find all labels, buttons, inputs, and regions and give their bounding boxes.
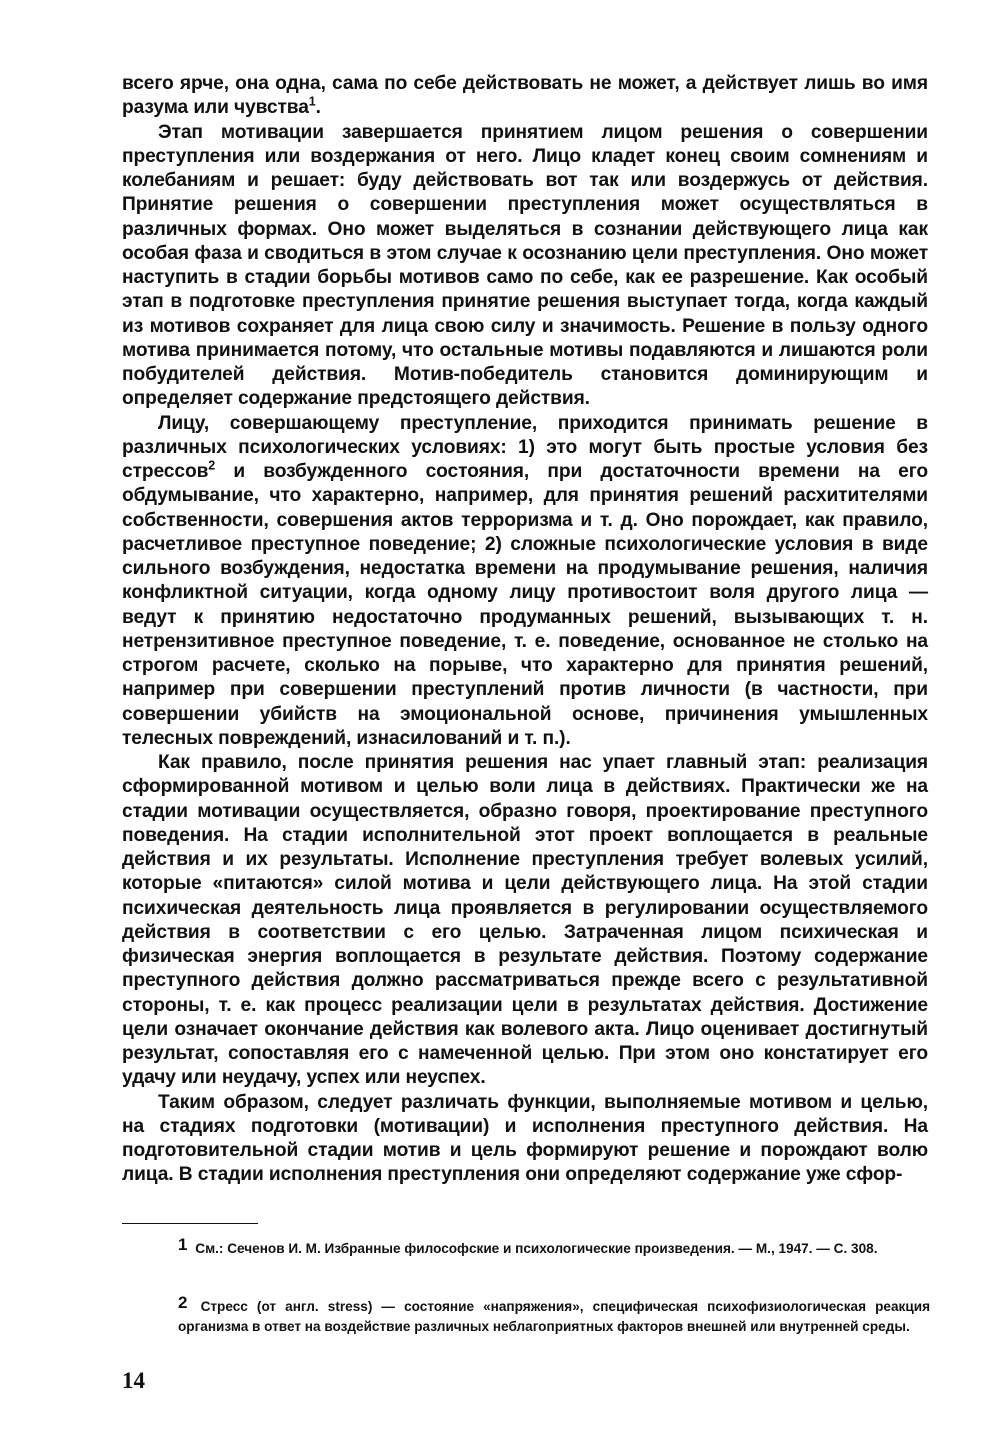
paragraph-motivation-stage: Этап мотивации завершается принятием лицом решения о совершении преступления или воздержания от него. Лицо кладет конец своим сомнениям и колебаниям и решает: буду действовать вот так или воздержусь от действия. Принятие решения о совершении преступления может осуществляться в различных формах. Оно может выделяться в сознании действующего лица как особая фаза и сводиться в этом случае к осознанию цели преступления. Оно может наступить в стадии борьбы мотивов само по себе, как ее разрешение. Как особый этап в подготовке преступления принятие решения выступает тогда, когда каждый из мотивов сохраняет для лица свою силу и значимость. Решение в пользу одного мотива принимается потому, что остальные мотивы подавляются и лишаются роли побудителей действия. Мотив-победитель становится доминирующим и определяет содержание предстоящего действия. [122, 121, 928, 410]
paragraph-text: Лицу, совершающему преступление, приходится принимать решение в различных психологических условиях: 1) это могут быть простые условия без стрессов [122, 412, 928, 482]
paragraph-text: всего ярче, она одна, сама по себе действовать не может, а действует лишь во имя разума или чувства [122, 73, 928, 119]
paragraph-conclusion: Таким образом, следует различать функции, выполняемые мотивом и целью, на стадиях подготовки (мотивации) и исполнения преступного действия. На подготовительной стадии мотив и цель формируют решение и порождают волю лица. В стадии исполнения преступления они определяют содержание уже сфор- [122, 1091, 928, 1186]
paragraph-execution-stage: Как правило, после принятия решения нас упает главный этап: реализация сформированной мотивом и целью воли лица в действиях. Практически же на стадии мотивации осуществляется, образно говоря, проектирование преступного поведения. На стадии исполнительной этот проект воплощается в реальные действия и их результаты. Исполнение преступления требует волевых усилий, которые «питаются» силой мотива и цели действующего лица. На этой стадии психическая деятельность лица проявляется в регулировании осуществляемого действия в соответствии с его целью. Затраченная лицом психическая и физическая энергия воплощается в результате действия. Поэтому содержание преступного действия должно рассматриваться прежде всего с результативной стороны, т. е. как процесс реализации цели в результатах действия. Достижение цели означает окончание действия как волевого акта. Лицо оценивает достигнутый результат, сопоставляя его с намеченной целью. При этом оно констатирует его удачу или неудачу, успех или неуспех. [122, 752, 928, 1089]
footnote-text: Стресс (от англ. stress) — состояние «напряжения», специфическая психофизиологическая реакция организма в ответ на воздействие различных неблагоприятных факторов внешней или внутренней среды. [178, 1299, 930, 1334]
paragraph-suffix: . [315, 97, 321, 119]
paragraph-decision-conditions [122, 412, 928, 752]
footnote-2 [178, 1293, 930, 1337]
paragraph-continuation [122, 72, 928, 121]
page-number: 14 [122, 1368, 145, 1393]
footnote-reference-1: 1 [308, 94, 316, 109]
footnote-mark: 2 [178, 1293, 188, 1312]
footnote-text: См.: Сеченов И. М. Избранные философские и психологические произведения. — М., 1947. — С. 308. [195, 1241, 878, 1256]
footnote-separator [122, 1223, 258, 1224]
main-text [122, 72, 928, 1188]
footnote-reference-2: 2 [208, 458, 216, 473]
footnote-1 [178, 1235, 930, 1259]
footnote-mark: 1 [178, 1235, 188, 1254]
paragraph-text: и возбужденного состояния, при достаточности времени на его обдумывание, что характерно, например, для принятия решений расхитителями собственности, совершения актов терроризма и т. д. Оно порождает, как правило, расчетливое преступное поведение; 2) сложные психологические условия в виде сильного возбуждения, недостатка времени на продумывание решения, наличия конфликтной ситуации, когда одному лицу противостоит воля другого лица — ведут к принятию недостаточно продуманных решений, вызывающих т. н. нетрензитивное преступное поведение, т. е. поведение, основанное не столько на строгом расчете, сколько на порыве, что характерно для принятия решений, например при совершении преступлений против личности (в частности, при совершении убийств на эмоциональной основе, причинения умышленных телесных повреждений, изнасилований и т. п.). [122, 461, 928, 749]
